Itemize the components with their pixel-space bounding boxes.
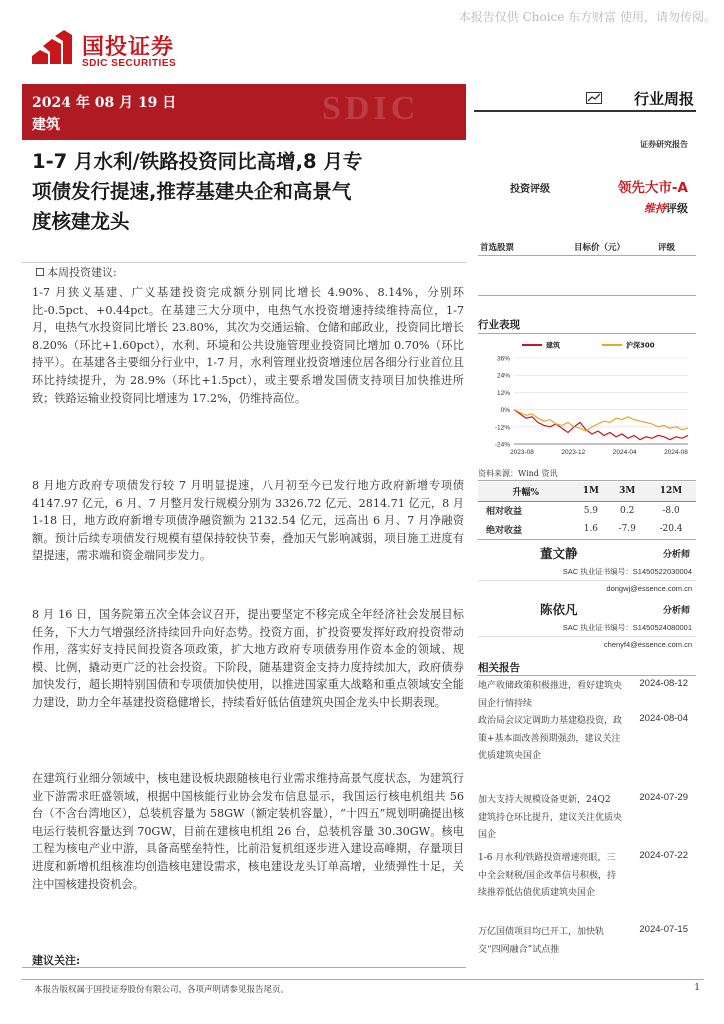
- rating-maintain-word: 维持: [644, 202, 666, 215]
- performance-table: [478, 482, 696, 540]
- related-reports-title: 相关报告: [478, 662, 520, 674]
- date-banner: [22, 84, 466, 140]
- related-report-link[interactable]: 地产收储政策积极推进，看好建筑央国企行情持续: [478, 681, 623, 709]
- square-bullet-icon: [36, 268, 44, 276]
- performance-chart: [478, 336, 696, 462]
- col-rating: 评级: [658, 243, 676, 253]
- table-header: 3M: [608, 482, 646, 501]
- table-header: 升幅%: [478, 482, 573, 501]
- analyst-name: 陈依凡: [540, 602, 578, 617]
- brand-name-en: SDIC SECURITIES: [82, 58, 177, 69]
- section-heading-text: 本周投资建议:: [47, 266, 117, 279]
- rating-value: 领先大市-A: [617, 180, 688, 196]
- col-stock: 首选股票: [480, 243, 515, 253]
- section-heading: [36, 264, 117, 280]
- report-sector: 建筑: [32, 117, 60, 133]
- table-cell: -7.9: [608, 520, 646, 539]
- analyst-cert: SAC 执业证书编号：S1450522030004: [562, 567, 692, 576]
- stock-table-header: [478, 238, 696, 256]
- table-row: [478, 501, 696, 520]
- analyst-role: 分析师: [662, 550, 690, 560]
- body-paragraph: 在建筑行业细分领域中，核电建设板块跟随核电行业需求维持高景气度状态，为建筑行业下游需求旺盛领域，根据中国核能行业协会发布信息显示，我国运行核电机组共 56 台（不含台湾地区），总装机容量为 58GW（额定装机容量），“十四五”规划明确提出核电运行装机容量达到 70GW，目前在建核电机组 26 台，总装机容量 30.30GW。核电工程为核电产业中游，具备高壁垒特性，比前沿复机组逐步进入建设高峰期，存量项目进度和新增机组核准均创造核电建设需求，核电建设龙头订单高增，业绩弹性十足，关注中国核建投资机会。: [32, 772, 464, 891]
- related-report-link[interactable]: 1-6 月水利/铁路投资增速亮眼，三中全会财税/国企改革信号积极，持续推荐低估值优质建筑央国企: [478, 853, 617, 899]
- related-report-date: 2024-08-04: [639, 713, 688, 724]
- analyst-role: 分析师: [662, 606, 690, 616]
- legend-label: 建筑: [546, 341, 560, 350]
- report-type-header: [474, 84, 696, 112]
- footer-disclaimer: 本报告版权属于国投证券股份有限公司，各项声明请参见报告尾页。: [34, 985, 290, 995]
- related-report-link[interactable]: 万亿国债项目均已开工，加快轨交“四网融合”试点推: [478, 927, 605, 955]
- table-cell: -20.4: [646, 520, 696, 539]
- y-tick-label: -24%: [494, 441, 510, 449]
- related-report-link[interactable]: 政治局会议定调助力基建稳投资，政策+基本面改善预期强劲，建议关注优质建筑央国企: [478, 716, 623, 762]
- related-report-link[interactable]: 加大支持大规模设备更新，24Q2 建筑持仓环比提升，建议关注优质央国企: [478, 795, 623, 841]
- analyst-email[interactable]: dongwj@essence.com.cn: [606, 584, 692, 593]
- rating-maintain: [620, 200, 688, 216]
- x-tick-label: 2023-12: [561, 449, 586, 456]
- divider: [478, 333, 696, 334]
- divider: [478, 636, 696, 637]
- page-number: 1: [694, 983, 700, 993]
- y-tick-label: 36%: [496, 355, 510, 363]
- title-line: 1-7 月水利/铁路投资同比高增,8 月专: [32, 150, 363, 173]
- divider: [478, 675, 696, 676]
- series-line: [514, 410, 688, 440]
- divider: [22, 262, 466, 263]
- table-header: 12M: [646, 482, 696, 501]
- y-tick-label: -12%: [494, 424, 510, 432]
- table-cell: 1.6: [573, 520, 608, 539]
- x-tick-label: 2024-04: [612, 449, 637, 456]
- sdic-logo-icon: [30, 30, 74, 66]
- brand-name-cn: 国投证券: [82, 35, 175, 60]
- related-report-date: 2024-07-15: [639, 924, 688, 935]
- y-tick-label: 0%: [500, 407, 510, 415]
- x-tick-label: 2024-08: [664, 449, 688, 456]
- trend-chart-icon: [586, 92, 602, 104]
- body-paragraph: 8 月地方政府专项债发行较 7 月明显提速，八月初至今已发行地方政府新增专项债 4147.97 亿元，6 月、7 月整月发行规模分别为 3326.72 亿元、2814.71 亿元，8 月 1-18 日，地方政府新增专项债净融资额为 2132.54 亿元，远高出 6 月、7 月净融资额。预计后续专项债发行规模有望保持较快节奏，叠加天气影响减弱，项目施工进度有望提速，需求端和资金端同步发力。: [32, 479, 464, 563]
- analyst-email[interactable]: chenyf4@essence.com.cn: [603, 640, 692, 649]
- col-target-price: 目标价（元）: [574, 243, 626, 253]
- divider: [22, 979, 704, 980]
- report-title: [32, 147, 482, 237]
- series-line: [514, 410, 688, 432]
- body-paragraph: 8 月 16 日，国务院第五次全体会议召开，提出要坚定不移完成全年经济社会发展目标任务，下大力气增强经济持续回升向好态势。投资方面，扩投资要发挥好政府投资带动作用，落实好支持民间投资各项政策，扩大地方政府专项债券用作资本金的领域、规模、比例，撬动更广泛的社会投资。下阶段，随基建资金支持力度持续加大，政府债券加快发行，超长期特别国债和专项债加快使用，以推进国家重大战略和重点领域安全能力建设，助力全年基建投资稳健增长，持续看好低估值建筑央国企龙头中长期表现。: [32, 608, 464, 709]
- table-cell: 5.9: [583, 505, 599, 516]
- company-logo: [30, 28, 250, 76]
- legend-label: 沪深300: [626, 341, 655, 350]
- body-paragraph: 1-7 月狭义基建、广义基建投资完成额分别同比增长 4.90%、8.14%，分别环比-0.5pct、+0.44pct。在基建三大分项中，电热气水投资增速持续维持高位，1-7 月，电热气水投资同比增长 23.80%，其次为交通运输、仓储和邮政业，投资同比增长 8.20%（环比+1.60pct），水利、环境和公共设施管理业投资同比增加 0.70%（环比持平）。在基建各主要细分行业中，1-7 月，水利管理业投资增速位居各细分行业首位且环比持续提升，为 28.9%（环比+1.5pct），或主要系增发国债支持项目加快推进所致；铁路运输业投资同比增速为 17.2%，仍维持高位。: [32, 286, 464, 405]
- divider: [478, 295, 696, 296]
- rating-label: 投资评级: [510, 184, 550, 195]
- y-tick-label: 12%: [496, 389, 510, 397]
- table-cell: -8.0: [662, 505, 680, 516]
- rating-suffix: 评级: [666, 202, 688, 215]
- title-line: 度核建龙头: [32, 210, 130, 233]
- table-row: [478, 520, 696, 539]
- row-label: 绝对收益: [478, 520, 573, 539]
- chart-source: 资料来源：Wind 资讯: [478, 469, 558, 478]
- divider: [22, 967, 466, 968]
- row-label: 相对收益: [486, 507, 523, 518]
- banner-watermark: SDIC: [322, 90, 420, 127]
- watermark-text: 本报告仅供 Choice 东方财富 使用，请勿传阅。: [458, 10, 716, 24]
- report-subtype: 证券研究报告: [640, 139, 688, 149]
- divider: [478, 580, 696, 581]
- x-tick-label: 2023-08: [510, 449, 534, 456]
- conclusion-title: 建议关注:: [32, 954, 81, 967]
- analyst-cert: SAC 执业证书编号：S1450524080001: [562, 623, 692, 632]
- performance-title: 行业表现: [478, 319, 520, 331]
- table-cell: 0.2: [620, 505, 635, 516]
- table-header: 1M: [573, 482, 608, 501]
- report-type: 行业周报: [633, 90, 694, 108]
- divider: [478, 480, 696, 481]
- related-report-date: 2024-07-22: [639, 850, 688, 861]
- analyst-name: 董文静: [540, 546, 578, 561]
- y-tick-label: 24%: [496, 372, 510, 380]
- related-report-date: 2024-08-12: [639, 678, 688, 689]
- title-line: 项债发行提速,推荐基建央企和高景气: [32, 180, 352, 203]
- report-date: 2024 年 08 月 19 日: [32, 95, 177, 111]
- related-report-date: 2024-07-29: [639, 792, 688, 803]
